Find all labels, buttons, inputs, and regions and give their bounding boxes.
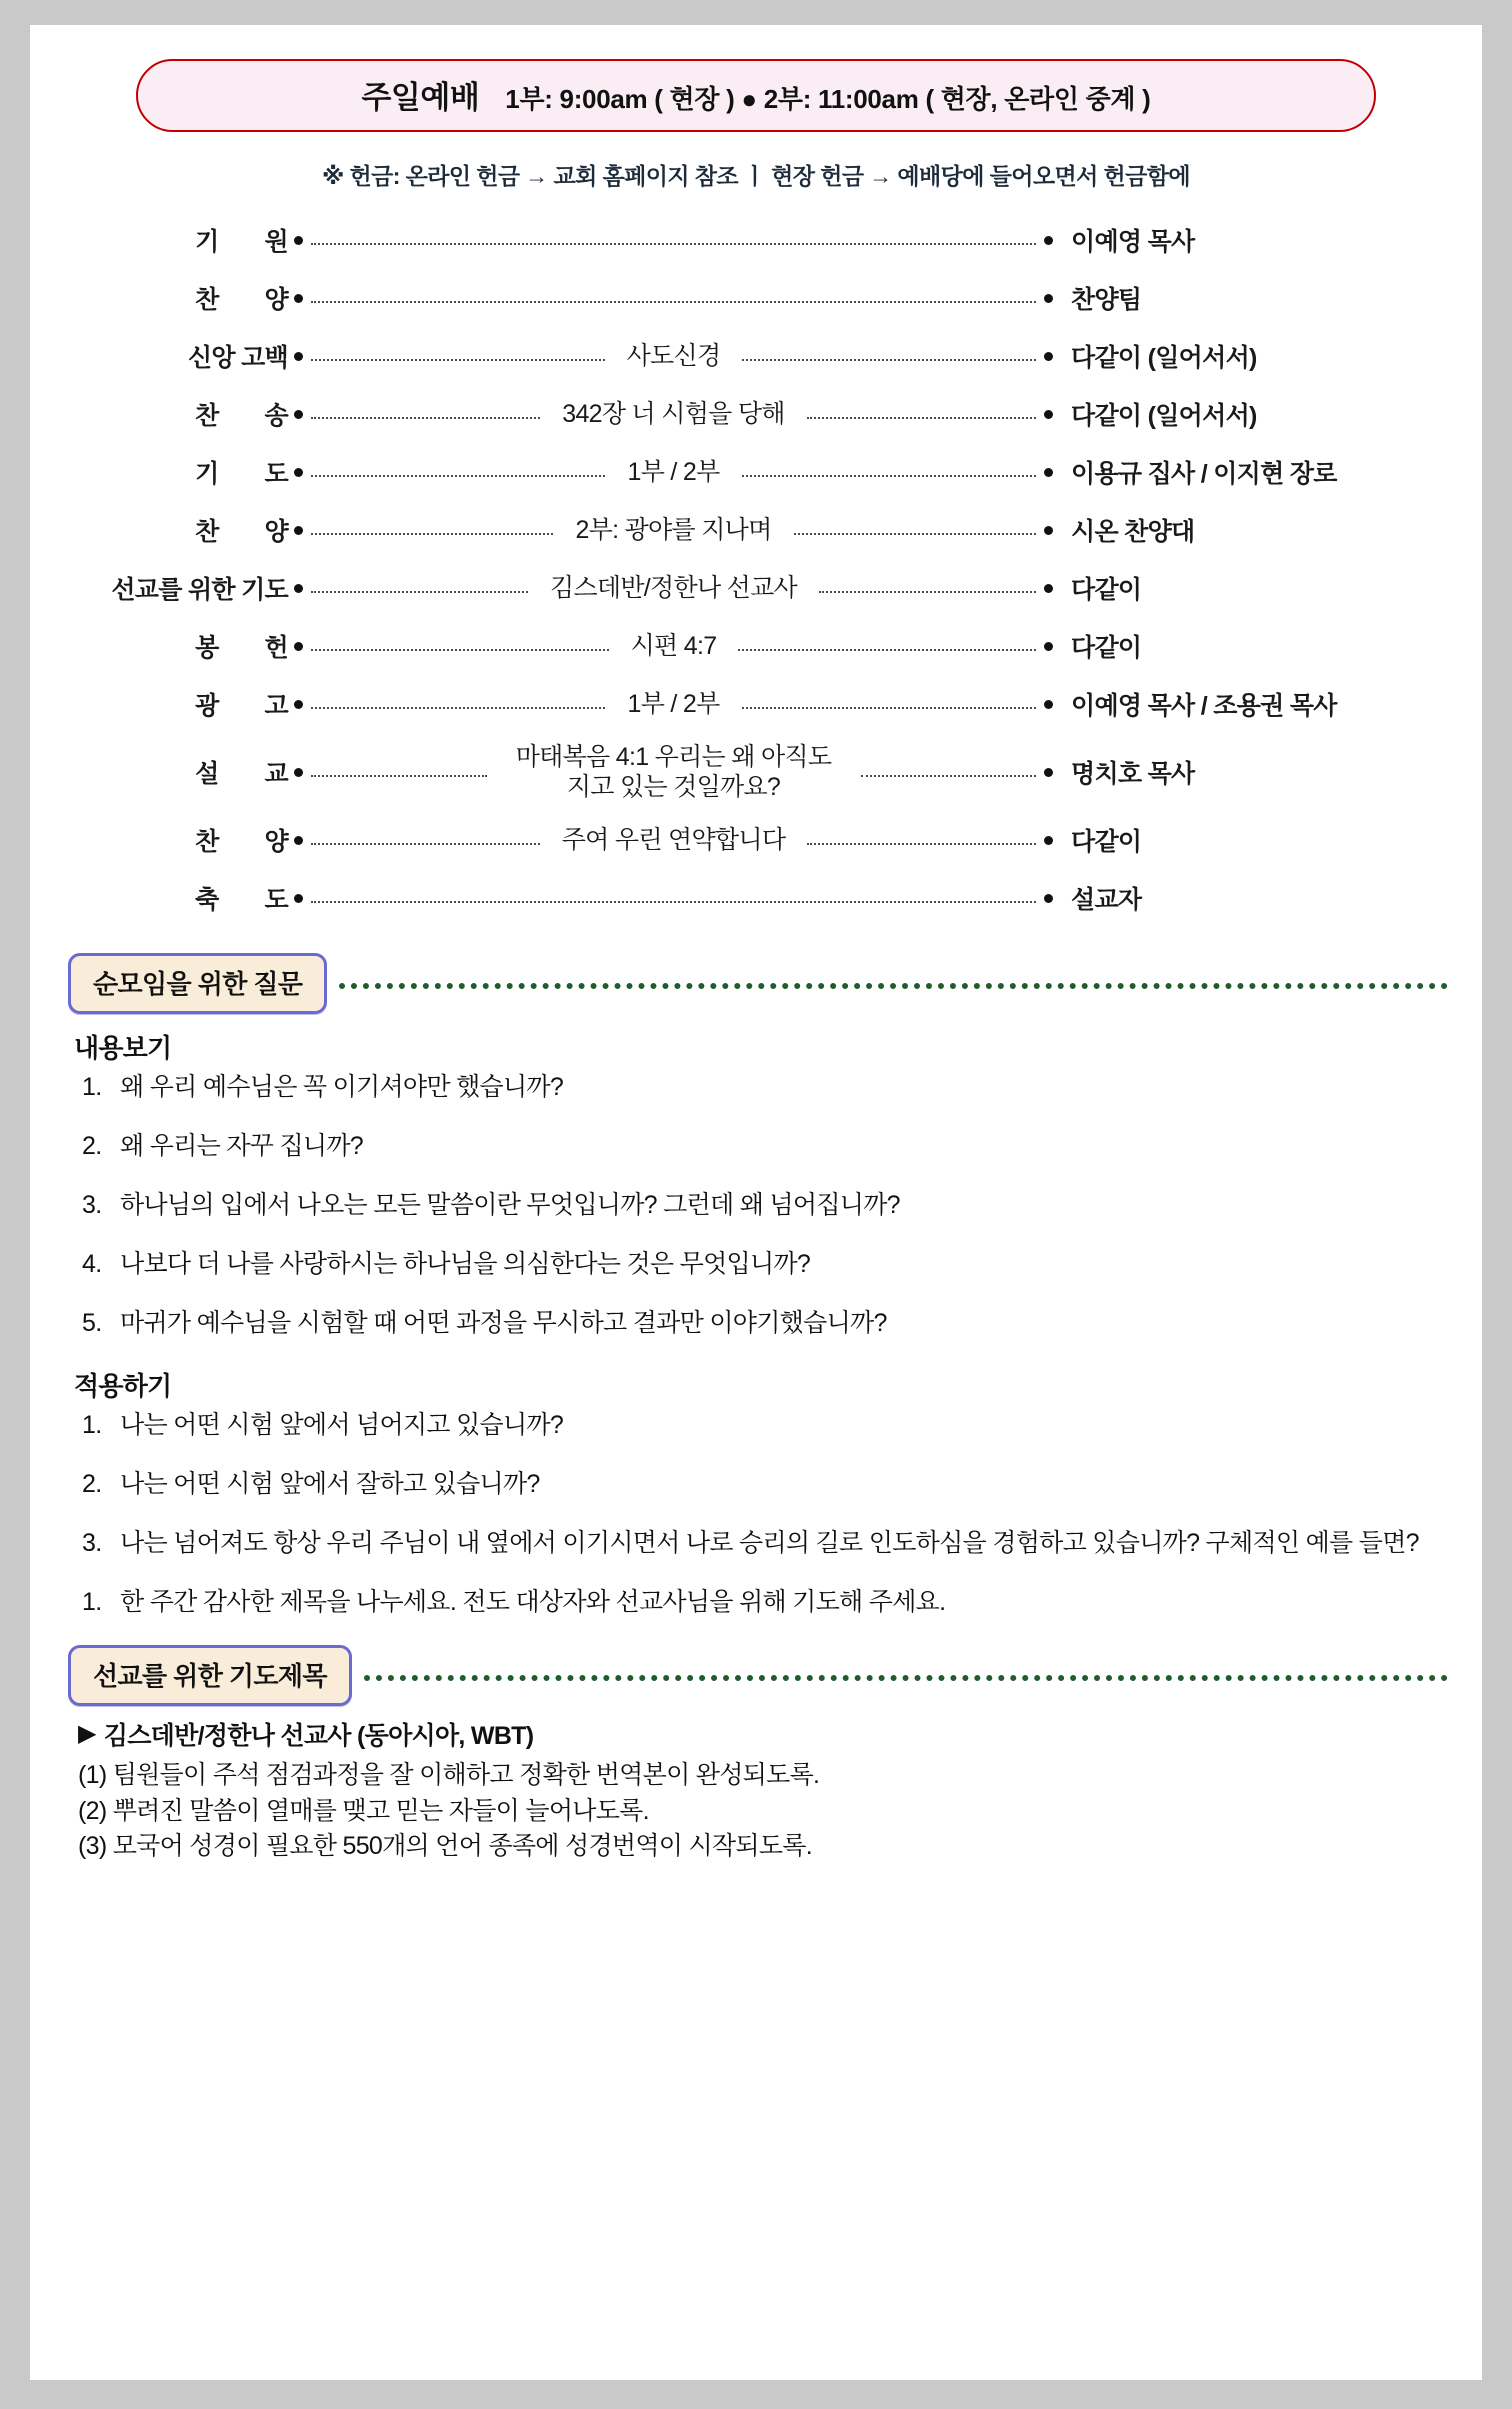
item-text: 한 주간 감사한 제목을 나누세요. 전도 대상자와 선교사님을 위해 기도해 주세요. xyxy=(120,1588,946,1616)
leader-dots xyxy=(311,242,1036,245)
bullet-dot-icon xyxy=(294,584,303,593)
section-header-mission xyxy=(30,1645,1482,1706)
leader-dots xyxy=(311,590,528,593)
leader-dots xyxy=(311,532,553,535)
order-row xyxy=(64,869,1448,927)
section-badge-mission: 선교를 위한 기도제목 xyxy=(68,1645,352,1706)
leader-dots xyxy=(861,774,1037,777)
order-row xyxy=(64,559,1448,617)
order-detail: 마태복음 4:1 우리는 왜 아직도 지고 있는 것일까요? xyxy=(515,742,832,801)
bullet-dot-icon xyxy=(1044,468,1053,477)
bullet-dot-icon xyxy=(1044,768,1053,777)
mission-missionary-name: 김스데반/정한나 선교사 (동아시아, WBT) xyxy=(103,1722,534,1750)
order-row xyxy=(64,327,1448,385)
worship-times: 1부: 9:00am ( 현장 ) ● 2부: 11:00am ( 현장, 온라인 중계 ) xyxy=(505,84,1151,114)
order-label: 기 원 xyxy=(195,228,288,256)
order-person: 다같이 xyxy=(1071,576,1142,604)
order-leader-line xyxy=(294,825,1053,856)
order-leader-line xyxy=(294,894,1053,903)
order-person: 다같이 xyxy=(1071,828,1142,856)
leader-dots xyxy=(742,474,1036,477)
list-item xyxy=(82,1586,1440,1619)
list-item xyxy=(82,1468,1440,1501)
bullet-dot-icon xyxy=(1044,584,1053,593)
section-badge-questions: 순모임을 위한 질문 xyxy=(68,953,327,1014)
order-person: 이예영 목사 / 조용권 목사 xyxy=(1071,692,1337,720)
leader-dots xyxy=(819,590,1036,593)
order-person: 다같이 (일어서서) xyxy=(1071,402,1257,430)
subhead-application: 적용하기 xyxy=(74,1371,172,1401)
bullet-dot-icon xyxy=(1044,526,1053,535)
order-detail: 1부 / 2부 xyxy=(627,457,720,486)
order-detail: 2부: 광야를 지나며 xyxy=(575,515,772,544)
bullet-dot-icon xyxy=(1044,700,1053,709)
worship-order-list xyxy=(30,211,1482,927)
order-detail: 시편 4:7 xyxy=(630,631,717,660)
subhead-content-review: 내용보기 xyxy=(74,1033,172,1063)
leader-dots xyxy=(311,474,605,477)
leader-dots xyxy=(311,706,605,709)
order-label: 신앙 고백 xyxy=(187,344,288,372)
order-row xyxy=(64,269,1448,327)
order-person: 명치호 목사 xyxy=(1071,760,1195,788)
item-number: 5. xyxy=(82,1309,102,1337)
order-leader-line xyxy=(294,515,1053,546)
item-number: 2. xyxy=(82,1132,102,1160)
order-detail: 사도신경 xyxy=(626,341,721,370)
mission-prayer-item: (1) 팀원들이 주석 점검과정을 잘 이해하고 정확한 번역본이 완성되도록. xyxy=(78,1761,820,1789)
question-list-content xyxy=(30,1071,1482,1340)
bullet-dot-icon xyxy=(294,468,303,477)
order-leader-line xyxy=(294,689,1053,720)
bullet-dot-icon xyxy=(294,894,303,903)
bullet-dot-icon xyxy=(1044,352,1053,361)
order-row xyxy=(64,811,1448,869)
item-number: 1. xyxy=(82,1588,102,1616)
leader-dots xyxy=(738,648,1036,651)
leader-dots xyxy=(794,532,1036,535)
order-person: 이용규 집사 / 이지현 장로 xyxy=(1071,460,1337,488)
section-rule xyxy=(364,1675,1448,1681)
order-row xyxy=(64,617,1448,675)
item-number: 2. xyxy=(82,1470,102,1498)
bullet-dot-icon xyxy=(294,352,303,361)
leader-dots xyxy=(742,358,1036,361)
order-person: 시온 찬양대 xyxy=(1071,518,1195,546)
order-label: 광 고 xyxy=(195,692,288,720)
order-detail: 주여 우린 연약합니다 xyxy=(561,825,786,854)
order-leader-line xyxy=(294,236,1053,245)
question-list-application xyxy=(30,1409,1482,1560)
leader-dots xyxy=(311,358,605,361)
bullet-dot-icon xyxy=(1044,294,1053,303)
item-text: 왜 우리는 자꾸 집니까? xyxy=(120,1132,363,1160)
order-label: 찬 양 xyxy=(195,828,288,856)
list-item xyxy=(82,1189,1440,1222)
order-detail: 342장 너 시험을 당해 xyxy=(562,399,785,428)
bullet-dot-icon xyxy=(1044,642,1053,651)
order-row xyxy=(64,385,1448,443)
bullet-dot-icon xyxy=(1044,410,1053,419)
bullet-dot-icon xyxy=(294,236,303,245)
leader-dots xyxy=(311,648,609,651)
mission-prayer-item: (2) 뿌려진 말씀이 열매를 맺고 믿는 자들이 늘어나도록. xyxy=(78,1796,649,1825)
item-text: 나는 어떤 시험 앞에서 잘하고 있습니까? xyxy=(120,1470,540,1498)
order-person: 다같이 xyxy=(1071,634,1142,662)
mission-prayer-item: (3) 모국어 성경이 필요한 550개의 언어 종족에 성경번역이 시작되도록. xyxy=(78,1832,812,1860)
leader-dots xyxy=(311,842,540,845)
order-detail: 1부 / 2부 xyxy=(627,689,720,718)
offering-note: ※ 헌금: 온라인 헌금 → 교회 홈페이지 참조 ㅣ 현장 헌금 → 예배당에 들어오면서 헌금함에 xyxy=(321,163,1191,189)
order-person: 찬양팀 xyxy=(1071,286,1142,314)
leader-dots xyxy=(311,774,487,777)
order-label: 찬 양 xyxy=(195,518,288,546)
item-text: 나는 넘어져도 항상 우리 주님이 내 옆에서 이기시면서 나로 승리의 길로 인도하심을 경험하고 있습니까? 구체적인 예를 들면? xyxy=(120,1529,1419,1557)
leader-dots xyxy=(742,706,1036,709)
item-text: 나보다 더 나를 사랑하시는 하나님을 의심한다는 것은 무엇입니까? xyxy=(120,1250,811,1278)
order-leader-line xyxy=(294,742,1053,803)
bulletin-page xyxy=(30,25,1482,2380)
list-item xyxy=(82,1248,1440,1281)
triangle-right-icon: ▶ xyxy=(78,1720,96,1747)
order-leader-line xyxy=(294,294,1053,303)
item-number: 1. xyxy=(82,1411,102,1439)
item-text: 왜 우리 예수님은 꼭 이기셔야만 했습니까? xyxy=(120,1073,564,1101)
order-label: 설 교 xyxy=(195,760,288,788)
item-text: 마귀가 예수님을 시험할 때 어떤 과정을 무시하고 결과만 이야기했습니까? xyxy=(120,1309,887,1337)
bullet-dot-icon xyxy=(294,768,303,777)
item-text: 하나님의 입에서 나오는 모든 말씀이란 무엇입니까? 그런데 왜 넘어집니까? xyxy=(120,1191,900,1219)
bullet-dot-icon xyxy=(294,836,303,845)
item-number: 1. xyxy=(82,1073,102,1101)
item-number: 4. xyxy=(82,1250,102,1278)
list-item xyxy=(82,1071,1440,1104)
closing-note xyxy=(30,1586,1482,1619)
order-leader-line xyxy=(294,631,1053,662)
worship-title: 주일예배 xyxy=(361,80,480,115)
item-text: 나는 어떤 시험 앞에서 넘어지고 있습니까? xyxy=(120,1411,564,1439)
item-number: 3. xyxy=(82,1191,102,1219)
leader-dots xyxy=(807,416,1036,419)
leader-dots xyxy=(311,416,540,419)
order-leader-line xyxy=(294,341,1053,372)
order-leader-line xyxy=(294,457,1053,488)
section-rule xyxy=(339,983,1448,989)
bullet-dot-icon xyxy=(294,642,303,651)
bullet-dot-icon xyxy=(294,526,303,535)
leader-dots xyxy=(807,842,1036,845)
list-item xyxy=(82,1130,1440,1163)
bullet-dot-icon xyxy=(1044,836,1053,845)
order-row xyxy=(64,733,1448,811)
bullet-dot-icon xyxy=(1044,236,1053,245)
order-person: 설교자 xyxy=(1071,886,1142,914)
bullet-dot-icon xyxy=(294,294,303,303)
order-row xyxy=(64,501,1448,559)
list-item xyxy=(82,1307,1440,1340)
order-row xyxy=(64,675,1448,733)
bullet-dot-icon xyxy=(294,700,303,709)
bullet-dot-icon xyxy=(294,410,303,419)
list-item xyxy=(82,1409,1440,1442)
order-label: 축 도 xyxy=(195,886,288,914)
mission-missionary-heading xyxy=(78,1716,1440,1752)
mission-prayer-body xyxy=(30,1706,1482,1865)
order-row xyxy=(64,443,1448,501)
order-row xyxy=(64,211,1448,269)
section-header-questions xyxy=(30,953,1482,1014)
bullet-dot-icon xyxy=(1044,894,1053,903)
order-person: 다같이 (일어서서) xyxy=(1071,344,1257,372)
worship-header-pill xyxy=(136,59,1376,132)
order-leader-line xyxy=(294,399,1053,430)
order-label: 선교를 위한 기도 xyxy=(111,576,288,604)
worship-header xyxy=(30,59,1482,132)
order-label: 봉 헌 xyxy=(195,634,288,662)
list-item xyxy=(82,1527,1440,1560)
leader-dots xyxy=(311,300,1036,303)
item-number: 3. xyxy=(82,1529,102,1557)
order-person: 이예영 목사 xyxy=(1071,228,1195,256)
order-label: 찬 송 xyxy=(195,402,288,430)
leader-dots xyxy=(311,900,1036,903)
order-label: 찬 양 xyxy=(195,286,288,314)
order-label: 기 도 xyxy=(195,460,288,488)
order-leader-line xyxy=(294,573,1053,604)
order-detail: 김스데반/정한나 선교사 xyxy=(550,573,797,602)
